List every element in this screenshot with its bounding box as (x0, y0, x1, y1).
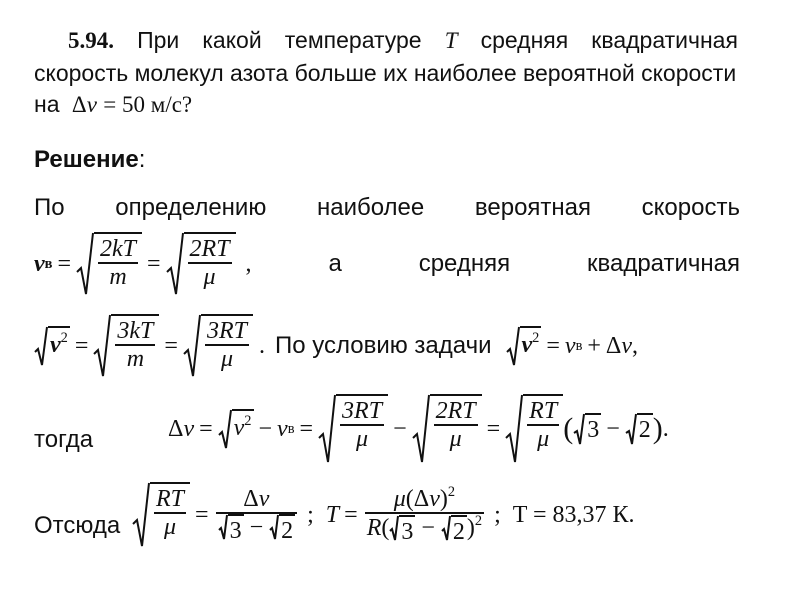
rms-speed-formula: $v^2$ = $\frac{3kT}{m}$ = $\frac{3RT}{\mu}$ . По условию задачи $v^2$ = v в + Δv , (34, 314, 744, 378)
formula-vb: v в = $\frac{2kT}{m}$ = $\frac{2RT}{\mu}$ , (34, 232, 252, 296)
word: скорость (641, 194, 740, 221)
word: квадратичная (587, 250, 740, 277)
solution-heading (34, 146, 145, 174)
solution-heading-text: Решение (34, 146, 139, 173)
problem-line-2 (34, 60, 736, 87)
heading-colon: : (138, 146, 146, 173)
hence-word: Отсюда (34, 512, 121, 539)
delta-v-symbol: Δv (71, 92, 97, 117)
answer: T = 83,37 К. (512, 501, 635, 528)
problem-value: = 50 м/с? (103, 92, 193, 117)
sqrt-2: 2 (625, 413, 653, 445)
word: определению (115, 194, 267, 221)
sqrt-3kT-over-m: $\frac{3kT}{m}$ (93, 314, 159, 378)
word: средняя (480, 27, 569, 53)
sqrt-v-squared: $v^2$ (34, 326, 70, 366)
sqrt-v-squared: $v^2$ (506, 326, 542, 366)
word-and: а (328, 250, 342, 277)
sqrt-RT-over-mu: $\frac{RT}{\mu}$ (505, 394, 563, 464)
word: средняя (418, 250, 511, 277)
sqrt-v-squared: $v^2$ (218, 409, 254, 449)
sqrt-RT-over-mu: $\frac{RT}{\mu}$ (132, 482, 190, 548)
most-probable-speed-formula (34, 232, 740, 296)
word: какой (202, 27, 262, 53)
delta-v-over-roots: Δv 3 − 2 (216, 486, 298, 545)
problem-number: 5.94. (68, 27, 114, 53)
sqrt-2RT-over-mu: $\frac{2RT}{\mu}$ (412, 394, 482, 464)
sqrt-3RT-over-mu: $\frac{3RT}{\mu}$ (318, 394, 388, 464)
problem-text: на (34, 91, 60, 117)
word: квадратичная (591, 27, 738, 53)
word: наиболее (316, 194, 425, 221)
sqrt-3RT-over-mu: $\frac{3RT}{\mu}$ (183, 314, 253, 378)
temperature-fraction: $\mu(\Delta v)^2$ R( 3 − 2 )$^2$ (366, 483, 483, 545)
word: температуре (284, 27, 422, 53)
by-condition-text: По условию задачи (274, 332, 492, 359)
sqrt-3: 3 (573, 413, 601, 445)
word: вероятная (474, 194, 591, 221)
then-word: тогда (34, 426, 94, 453)
sqrt-2kT-over-m: $\frac{2kT}{m}$ (76, 232, 142, 296)
word: При (137, 27, 180, 53)
problem-text: скорость молекул азота больше их наиболее вероятной скорости (34, 60, 737, 86)
problem-line-1 (68, 27, 738, 54)
temperature-formula: $\frac{RT}{\mu}$ = Δv 3 − 2 ; T = $\mu(\Delta v)^2$ R( 3 − 2 )$^2$ ; T = 83,37 К. (132, 482, 635, 548)
delta-v: Δv (605, 332, 632, 359)
sqrt-2RT-over-mu: $\frac{2RT}{\mu}$ (166, 232, 236, 296)
word: По (34, 194, 65, 221)
delta-v-formula: Δv = $v^2$ − v в = $\frac{3RT}{\mu}$ − $\frac{2RT}{\mu}$ = $\frac{RT}{\mu}$ ( 3 − 2 ) . (168, 394, 669, 464)
problem-line-3 (34, 91, 192, 118)
temperature-symbol: T (444, 27, 458, 53)
definition-line (34, 194, 740, 222)
